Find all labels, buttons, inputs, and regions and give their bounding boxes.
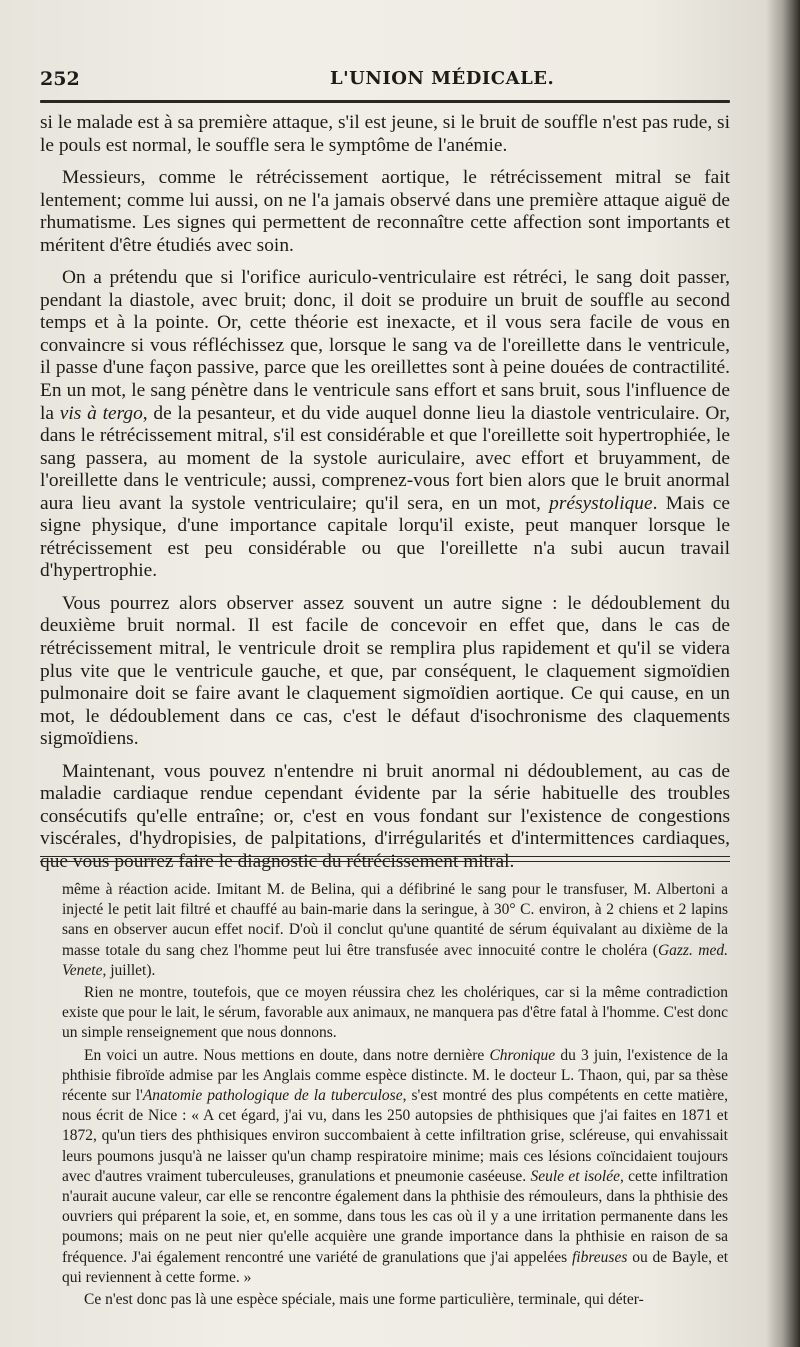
- header-rule: [40, 100, 730, 103]
- italic-phrase: Anatomie pathologique de la tuberculose: [142, 1087, 403, 1105]
- paragraph-text: En voici un autre. Nous mettions en doute, dans notre dernière: [84, 1046, 485, 1064]
- page-header: [40, 68, 730, 94]
- feuilleton-separator-rule: [40, 856, 730, 862]
- paragraph: [62, 1046, 728, 1288]
- paragraph: [62, 880, 728, 981]
- paragraph-text: du 3 juin, l'existence de la phthisie fibroïde admise par les Anglais comme espèce distincte. M. le docteur L. Thaon, qui, par sa thèse récente sur l': [62, 1046, 728, 1105]
- paragraph-text: On a prétendu que si l'orifice auriculo-ventriculaire est rétréci, le sang doit passer, pendant la diastole, avec bruit; donc, il doit se produire un bruit de souffle au second temps et à la pointe. Or, cette théorie est inexacte, et il vous sera facile de vous en convaincre si vous réfléchissez que, lorsque le sang va de l'oreillette dans le ventricule, il passe d'une façon passive, parce que les oreillettes sont à peine douées de contractilité. En un mot, le sang pénètre dans le ventricule sans effort et sans bruit, sous l'influence de la: [40, 267, 730, 424]
- paragraph-text: même à réaction acide. Imitant M. de Belina, qui a défibriné le sang pour le transfuser, M. Albertoni a injecté le petit lait filtré et chauffé au bain-marie dans la seringue, à 30° C. environ, à 2 chiens et 2 lapins sans en observer aucun effet nocif. D'où il conclut qu'une quantité de sérum équivalant au dixième de la masse totale du sang chez l'homme peut lui être transfusée avec innocuité contre le choléra (: [62, 881, 728, 959]
- italic-phrase: vis à tergo: [59, 402, 143, 424]
- paragraph: Ce n'est donc pas là une espèce spéciale, mais une forme particulière, terminale, qui déter-: [84, 1291, 644, 1309]
- paragraph-text: . Mais ce signe physique, d'une importance capitale lorqu'il existe, peut manquer lorsque le rétrécissement est peu considérable ou que l'oreillette n'a subi aucun travail d'hypertrophie.: [40, 492, 730, 582]
- paragraph: si le malade est à sa première attaque, s'il est jeune, si le bruit de souffle n'est pas rude, si le pouls est normal, le souffle sera le symptôme de l'anémie.: [40, 112, 730, 156]
- paragraph-text: , cette infiltration n'aurait aucune valeur, car elle se rencontre également dans la phthisie des rémouleurs, dans la phthisie des ouvriers qui préparent la soie, et, en somme, dans tous les cas où il y a une irritation permanente dans les poumons; mais on ne peut nier qu'elle acquière une grande importance dans la phthisie en raison de sa fréquence. J'ai également rencontré une variété de granulations que j'ai appelées: [62, 1167, 729, 1266]
- paragraph-text: , s'est montré des plus compétents en cette matière, nous écrit de Nice : « A cet égard, j'ai vu, dans les 250 autopsies de phthisiques que j'ai faites en 1871 et 1872, qu'un tiers des phthisiques environ succombaient à cette infiltration grise, scléreuse, qui envahissait leurs poumons jusqu'à ne laisser qu'un champ respiratoire minime; mais ces lésions coïncidaient toujours avec d'autres vraiment tuberculeuses, granulations et pneumonie caséeuse.: [62, 1087, 728, 1185]
- paragraph: [40, 267, 730, 583]
- paragraph-text: , de la pesanteur, et du vide auquel donne lieu la diastole ventriculaire. Or, dans le rétrécissement mitral, s'il est considérable et que l'oreillette soit hypertrophiée, le sang passera, au moment de la systole auriculaire, avec effort et bruyamment, de l'oreillette dans le ventricule; aussi, comprenez-vous fort bien alors que le bruit anormal aura lieu avant la systole ventriculaire; qu'il sera, en un mot,: [40, 402, 730, 514]
- page-gutter-shadow: [766, 0, 800, 1347]
- italic-phrase: Chronique: [489, 1046, 556, 1064]
- paragraph: Messieurs, comme le rétrécissement aortique, le rétrécissement mitral se fait lentement; comme lui aussi, on ne l'a jamais observé dans une première attaque aiguë de rhumatisme. Les signes qui permettent de reconnaître cette affection sont importants et méritent d'être étudiés avec soin.: [40, 167, 730, 256]
- italic-citation: Gazz. med. Venete: [62, 941, 728, 979]
- paragraph-text: , juillet).: [102, 961, 156, 979]
- italic-phrase: présystolique: [549, 492, 653, 514]
- italic-phrase: Seule et isolée: [530, 1167, 620, 1185]
- main-article-body: [40, 112, 730, 874]
- paragraph: Rien ne montre, toutefois, que ce moyen réussira chez les cholériques, car si la même contradiction existe que pour le lait, le sérum, favorable aux animaux, ne manquera pas d'être fatal à l'homme. C'est donc un simple renseignement que nous donnons.: [62, 984, 728, 1042]
- paragraph-text: ou de Bayle, et qui reviennent à cette forme. »: [62, 1248, 729, 1286]
- feuilleton-column: [62, 880, 728, 1310]
- paragraph: Vous pourrez alors observer assez souvent un autre signe : le dédoublement du deuxième bruit normal. Il est facile de concevoir en effet que, dans le cas de rétrécissement mitral, le ventricule droit se remplira plus rapidement et qu'il se videra plus vite que le ventricule gauche, et que, par conséquent, le claquement sigmoïdien pulmonaire doit se faire avant le claquement sigmoïdien aortique. Ce qui cause, en un mot, le dédoublement dans ce cas, c'est le défaut d'isochronisme des claquements sigmoïdiens.: [40, 592, 730, 750]
- running-head: L'UNION MÉDICALE.: [330, 68, 555, 89]
- italic-phrase: fibreuses: [571, 1248, 628, 1266]
- page-number: 252: [40, 68, 80, 90]
- paragraph: Maintenant, vous pouvez n'entendre ni bruit anormal ni dédoublement, au cas de maladie cardiaque rendue cependant évidente par la série habituelle des troubles consécutifs qu'elle entraîne; or, c'est en vous fondant sur l'existence de congestions viscérales, d'hydropisies, de palpitations, d'irrégularités et d'intermittences cardiaques, que vous pourrez faire le diagnostic du rétrécissement mitral.: [40, 760, 730, 872]
